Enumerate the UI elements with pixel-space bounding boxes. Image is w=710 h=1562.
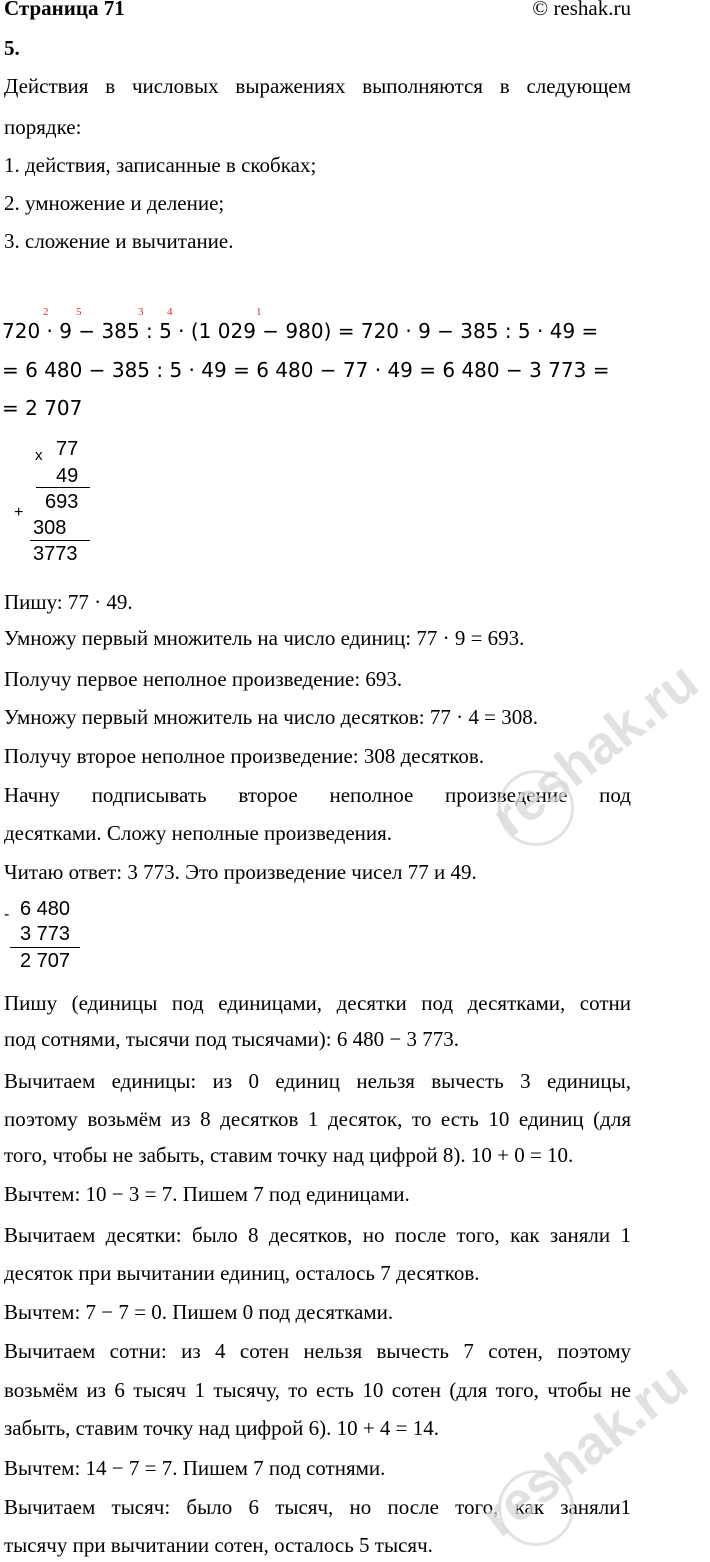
explanation-line: поэтому возьмём из 8 десятков 1 десяток, то есть 10 единиц (для [4,1107,631,1131]
order-mark: 2 [43,306,49,318]
plus-sign: + [14,504,24,521]
explanation-line: Получу второе неполное произведение: 308 десятков. [4,744,485,768]
minus-sign: - [4,906,10,923]
explanation-line: забыть, ставим точку над цифрой 6). 10 + 4 = 14. [4,1416,440,1440]
explanation-line: Вычтем: 10 − 3 = 7. Пишем 7 под единицами. [4,1182,410,1206]
multiplier: 49 [56,465,79,487]
explanation-line: тысячу при вычитании сотен, осталось 5 тысяч. [4,1533,433,1557]
order-mark: 3 [138,306,144,318]
page-header [4,0,631,26]
watermark: reshak.ru [470,1351,700,1549]
explanation-line: Пишу: 77 · 49. [4,590,133,614]
order-item-1: 1. действия, записанные в скобках; [4,153,317,177]
explanation-line: Вычитаем единицы: из 0 единиц нельзя вычесть 3 единицы, [4,1069,631,1093]
explanation-line: десятками. Сложу неполные произведения. [4,821,393,845]
partial-product-1: 693 [45,491,79,513]
partial-product-2: 308 [33,517,67,539]
order-item-3: 3. сложение и вычитание. [4,229,234,253]
difference-result: 2 707 [20,950,71,972]
explanation-line: Вычтем: 7 − 7 = 0. Пишем 0 под десятками. [4,1300,394,1324]
answer-line: Читаю ответ: 3 773. Это произведение чисел 77 и 49. [4,860,477,884]
explanation-line: под сотнями, тысячи под тысячами): 6 480 − 3 773. [4,1027,459,1051]
order-mark: 4 [167,306,173,318]
explanation-line: Пишу (единицы под единицами, десятки под десятками, сотни [4,991,631,1015]
expression-line-2: = 6 480 − 385 : 5 · 49 = 6 480 − 77 · 49 = 6 480 − 3 773 = [2,358,610,382]
explanation-line: Начну подписывать второе неполное произведение под [4,783,631,807]
intro-line-2: порядке: [4,115,82,139]
minuend: 6 480 [20,898,71,920]
expression-line-1: 720 · 9 − 385 : 5 · (1 029 − 980) = 720 · 9 − 385 : 5 · 49 = [2,319,599,343]
explanation-line: десяток при вычитании единиц, осталось 7 десятков. [4,1261,480,1285]
order-mark: 1 [256,306,262,318]
explanation-line: Умножу первый множитель на число десятков: 77 · 4 = 308. [4,705,538,729]
page-title: Страница 71 [4,0,125,20]
explanation-line: возьмём из 6 тысяч 1 тысячу, то есть 10 сотен (для того, чтобы не [4,1378,631,1402]
explanation-line: Вычитаем тысяч: было 6 тысяч, но после того, как заняли1 [4,1495,631,1519]
expression-line-3: = 2 707 [2,396,83,420]
intro-line-1: Действия в числовых выражениях выполняются в следующем [4,74,631,98]
rule-line [36,487,90,488]
explanation-line: Умножу первый множитель на число единиц: 77 · 9 = 693. [4,626,525,650]
copyright-text: © reshak.ru [532,0,631,20]
subtrahend: 3 773 [20,923,71,945]
order-item-2: 2. умножение и деление; [4,191,225,215]
explanation-line: Получу первое неполное произведение: 693. [4,667,403,691]
explanation-line: Вычтем: 14 − 7 = 7. Пишем 7 под сотнями. [4,1456,386,1480]
order-mark: 5 [76,306,82,318]
explanation-line: того, чтобы не забыть, ставим точку над цифрой 8). 10 + 0 = 10. [4,1143,574,1167]
explanation-line: Вычитаем десятки: было 8 десятков, но после того, как заняли 1 [4,1223,631,1247]
rule-line [30,540,90,541]
multiplicand: 77 [56,438,79,460]
watermark: reshak.ru [480,651,710,849]
explanation-line: Вычитаем сотни: из 4 сотен нельзя вычесть 7 сотен, поэтому [4,1339,631,1363]
rule-line [10,947,80,948]
product-result: 3773 [33,543,78,565]
task-number: 5. [4,36,20,60]
multiply-sign: x [35,447,43,464]
